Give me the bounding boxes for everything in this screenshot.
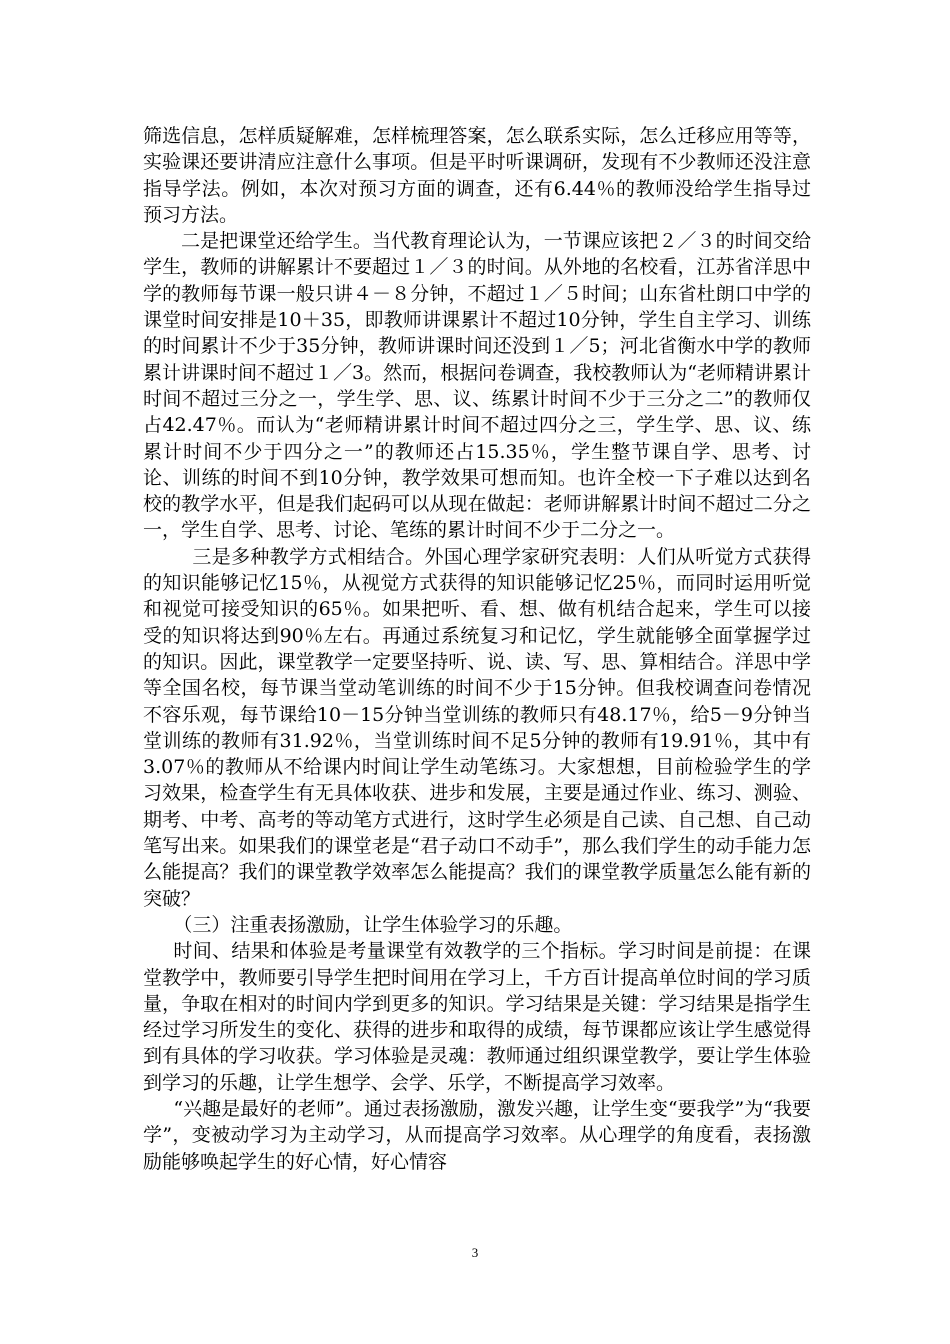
paragraph-point-two: 二是把课堂还给学生。当代教育理论认为，一节课应该把２／３的时间交给学生，教师的讲解累计不要超过１／３的时间。从外地的名校看，江苏省洋思中学的教师每节课一般只讲４－８分钟，不超过１／５时间；山东省杜朗口中学的课堂时间安排是10＋35，即教师讲课累计不超过10分钟，学生自主学习、训练的时间累计不少于35分钟，教师讲课时间还没到１／5；河北省衡水中学的教师累计讲课时间不超过１／3。然而，根据问卷调查，我校教师认为“老师精讲累计时间不超过三分之一，学生学、思、议、练累计时间不少于三分之二”的教师仅占42.47％。而认为“老师精讲累计时间不超过四分之三，学生学、思、议、练累计时间不少于四分之一”的教师还占15.35％，学生整节课自学、思考、讨论、训练的时间不到10分钟，教学效果可想而知。也许全校一下子难以达到名校的教学水平，但是我们起码可以从现在做起：老师讲解累计时间不超过二分之一，学生自学、思考、讨论、笔练的累计时间不少于二分之一。 [143, 230, 811, 542]
paragraph-interest: “兴趣是最好的老师”。通过表扬激励，激发兴趣，让学生变“要我学”为“我要学”，变被动学习为主动学习，从而提高学习效率。从心理学的角度看，表扬激励能够唤起学生的好心情，好心情容 [143, 1097, 811, 1173]
section-heading-three: （三）注重表扬激励，让学生体验学习的乐趣。 [173, 913, 573, 936]
paragraph-continuation: 筛选信息，怎样质疑解难，怎样梳理答案，怎么联系实际，怎么迁移应用等等，实验课还要讲清应注意什么事项。但是平时听课调研，发现有不少教师还没注意指导学法。例如，本次对预习方面的调查，还有6.44％的教师没给学生指导过预习方法。 [143, 125, 811, 226]
paragraph-indicators: 时间、结果和体验是考量课堂有效教学的三个指标。学习时间是前提：在课堂教学中，教师要引导学生把时间用在学习上，千方百计提高单位时间的学习质量，争取在相对的时间内学到更多的知识。学习结果是关键：学习结果是指学生经过学习所发生的变化、获得的进步和取得的成绩，每节课都应该让学生感觉得到有具体的学习收获。学习体验是灵魂：教师通过组织课堂教学，要让学生体验到学习的乐趣，让学生想学、会学、乐学，不断提高学习效率。 [143, 940, 811, 1094]
paragraph-point-three: 三是多种教学方式相结合。外国心理学家研究表明：人们从听觉方式获得的知识能够记忆15％，从视觉方式获得的知识能够记忆25％，而同时运用听觉和视觉可接受知识的65％。如果把听、看、想、做有机结合起来，学生可以接受的知识将达到90％左右。再通过系统复习和记忆，学生就能够全面掌握学过的知识。因此，课堂教学一定要坚持听、说、读、写、思、算相结合。洋思中学等全国名校，每节课当堂动笔训练的时间不少于15分钟。但我校调查问卷情况不容乐观，每节课给10－15分钟当堂训练的教师只有48.17％，给5－9分钟当堂训练的教师有31.92％，当堂训练时间不足5分钟的教师有19.91％，其中有3.07％的教师从不给课内时间让学生动笔练习。大家想想，目前检验学生的学习效果，检查学生有无具体收获、进步和发展，主要是通过作业、练习、测验、期考、中考、高考的等动笔方式进行，这时学生必须是自己读、自己想、自己动笔写出来。如果我们的课堂老是“君子动口不动手”，那么我们学生的动手能力怎么能提高？我们的课堂教学效率怎么能提高？我们的课堂教学质量怎么能有新的突破？ [143, 545, 811, 910]
page-number: 3 [471, 1245, 479, 1260]
document-body [143, 123, 811, 1175]
